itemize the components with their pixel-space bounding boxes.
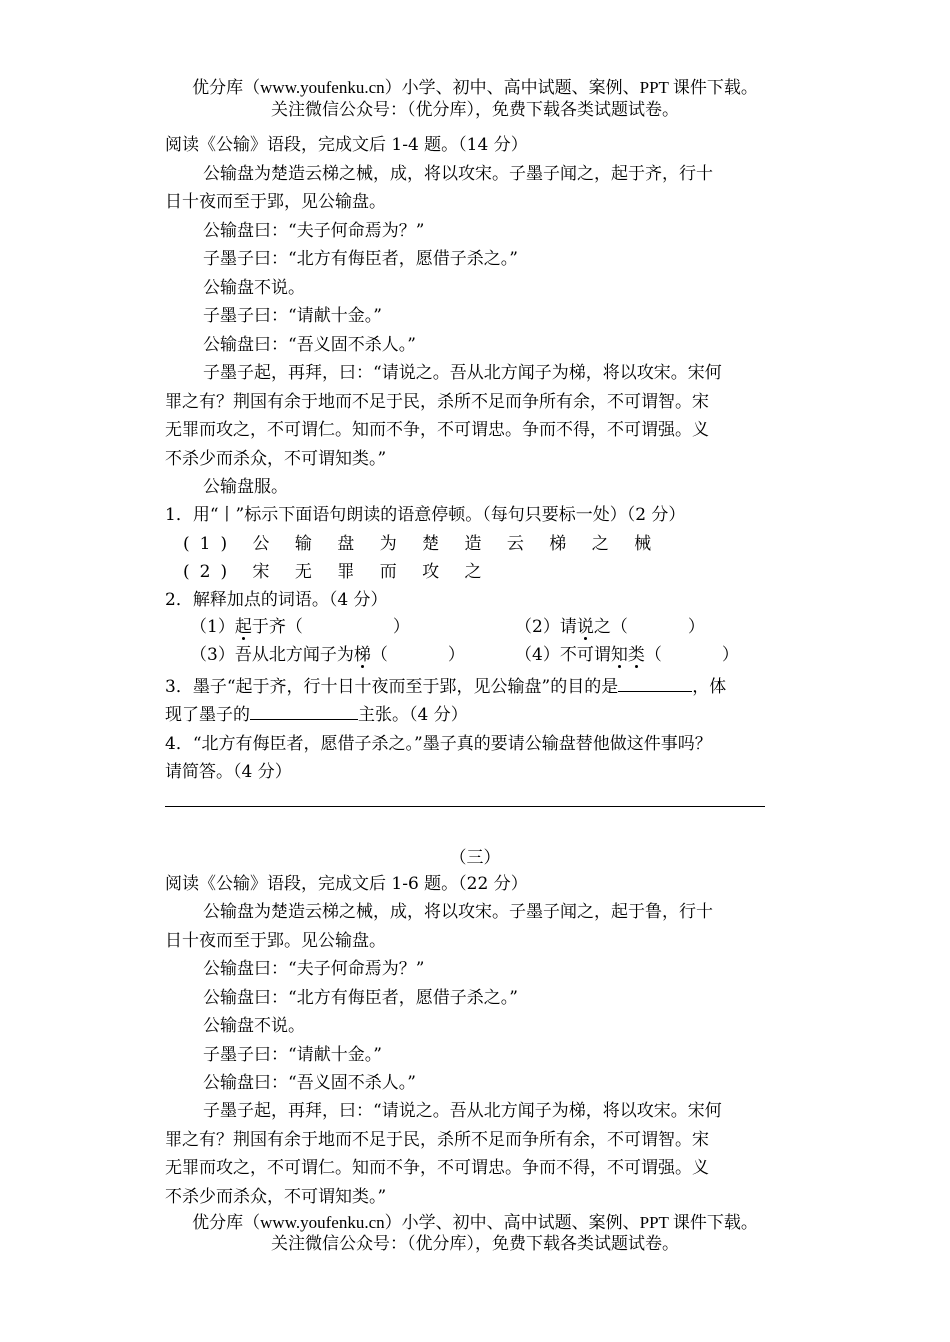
question-2-item-4 [515,643,739,667]
part3-paragraph: 公输盘为楚造云梯之械，成，将以攻宋。子墨子闻之，起于鲁，行十 [203,902,713,922]
part2-paragraph: 公输盘不说。 [203,278,305,298]
q2-2-prefix: （2）请 [515,617,577,637]
q2-4-suffix: （ [644,645,662,665]
question-2: 2．解释加点的词语。（4 分） [165,590,388,610]
part2-paragraph: 子墨子起，再拜，曰：“请说之。吾从北方闻子为梯，将以攻宋。宋何 [203,363,722,383]
part2-paragraph: 子墨子曰：“请献十金。” [203,306,382,326]
part2-paragraph: 公输盘曰：“吾义固不杀人。” [203,335,416,355]
part3-paragraph: 子墨子起，再拜，曰：“请说之。吾从北方闻子为梯，将以攻宋。宋何 [203,1101,722,1121]
q3-answer-blank-1[interactable] [618,674,692,692]
q2-3-suffix: （ [370,645,388,665]
q2-3-dotted-word: 梯 [353,645,371,665]
q3-text-b: ，体 [692,677,727,697]
q3-text-d: 主张。（4 分） [358,705,468,725]
part2-paragraph: 公输盘曰：“夫子何命焉为？” [203,221,425,241]
footer-line-2: 关注微信公众号：（优分库），免费下载各类试题试卷。 [271,1234,679,1253]
part2-paragraph: 公输盘为楚造云梯之械，成，将以攻宋。子墨子闻之，起于齐，行十 [203,164,713,184]
part2-paragraph: 罪之有？荆国有余于地而不足于民，杀所不足而争所有余，不可谓智。宋 [165,392,709,412]
question-3-line-1 [165,674,726,699]
section-3-title: （三） [449,848,501,867]
question-2-item-3 [190,643,465,667]
q2-1-dotted-word: 起 [234,617,252,637]
q3-text-a: 3．墨子“起于齐，行十日十夜而至于郢，见公输盘”的目的是 [165,677,619,697]
part3-paragraph: 罪之有？荆国有余于地而不足于民，杀所不足而争所有余，不可谓智。宋 [165,1130,709,1150]
q2-4-prefix: （4）不可谓 [515,645,611,665]
question-2-item-2 [515,615,705,639]
question-1-item-1-text: (1) 公 输 盘 为 楚 造 云 梯 之 械 [183,534,662,554]
question-1-item-2-text: (2) 宋 无 罪 而 攻 之 [183,562,492,582]
q2-1-prefix: （1） [190,617,235,637]
q2-1-close: ） [392,617,410,637]
header-line-2: 关注微信公众号：（优分库），免费下载各类试题试卷。 [271,100,679,119]
q2-3-prefix: （3）吾从北方闻子为 [190,645,354,665]
q3-answer-blank-2[interactable] [250,702,358,720]
part2-paragraph: 子墨子曰：“北方有侮臣者，愿借子杀之。” [203,249,518,269]
q2-1-suffix: 于齐（ [251,617,303,637]
part3-paragraph: 公输盘不说。 [203,1016,305,1036]
q2-2-close: ） [687,617,705,637]
footer-line-1: 优分库（www.youfenku.cn）小学、初中、高中试题、案例、PPT 课件下载。 [192,1213,758,1232]
part2-paragraph: 不杀少而杀众，不可谓知类。” [165,449,387,469]
part3-paragraph: 无罪而攻之，不可谓仁。知而不争，不可谓忠。争而不得，不可谓强。义 [165,1158,709,1178]
part3-paragraph: 公输盘曰：“吾义固不杀人。” [203,1073,416,1093]
q2-4-close: ） [721,645,739,665]
q2-4-dotted-word-2: 类 [627,645,645,665]
question-1-item-2 [183,560,492,584]
part2-paragraph: 公输盘服。 [203,477,288,497]
header-line-1: 优分库（www.youfenku.cn）小学、初中、高中试题、案例、PPT 课件下载。 [192,78,758,97]
part3-paragraph: 不杀少而杀众，不可谓知类。” [165,1187,387,1207]
q2-2-suffix: 之（ [593,617,628,637]
question-3-line-2 [165,702,468,727]
part2-paragraph: 日十夜而至于郢，见公输盘。 [165,192,386,212]
question-1: 1．用“丨”标示下面语句朗读的语意停顿。（每句只要标一处）（2 分） [165,505,686,525]
answer-line[interactable] [165,806,765,807]
part3-paragraph: 日十夜而至于郢。见公输盘。 [165,931,386,951]
part3-intro: 阅读《公输》语段，完成文后 1-6 题。（22 分） [165,874,528,894]
part3-paragraph: 公输盘曰：“北方有侮臣者，愿借子杀之。” [203,988,518,1008]
part3-paragraph: 子墨子曰：“请献十金。” [203,1045,382,1065]
q2-3-close: ） [447,645,465,665]
question-1-item-1 [183,532,661,556]
question-4-line-2: 请简答。（4 分） [165,762,292,782]
q2-4-dotted-word-1: 知 [610,645,628,665]
q2-2-dotted-word: 说 [576,617,594,637]
part2-intro: 阅读《公输》语段，完成文后 1-4 题。（14 分） [165,135,528,155]
part2-paragraph: 无罪而攻之，不可谓仁。知而不争，不可谓忠。争而不得，不可谓强。义 [165,420,709,440]
q3-text-c: 现了墨子的 [165,705,250,725]
question-2-item-1 [190,615,410,639]
question-4-line-1: 4．“北方有侮臣者，愿借子杀之。”墨子真的要请公输盘替他做这件事吗？ [165,734,712,754]
part3-paragraph: 公输盘曰：“夫子何命焉为？” [203,959,425,979]
